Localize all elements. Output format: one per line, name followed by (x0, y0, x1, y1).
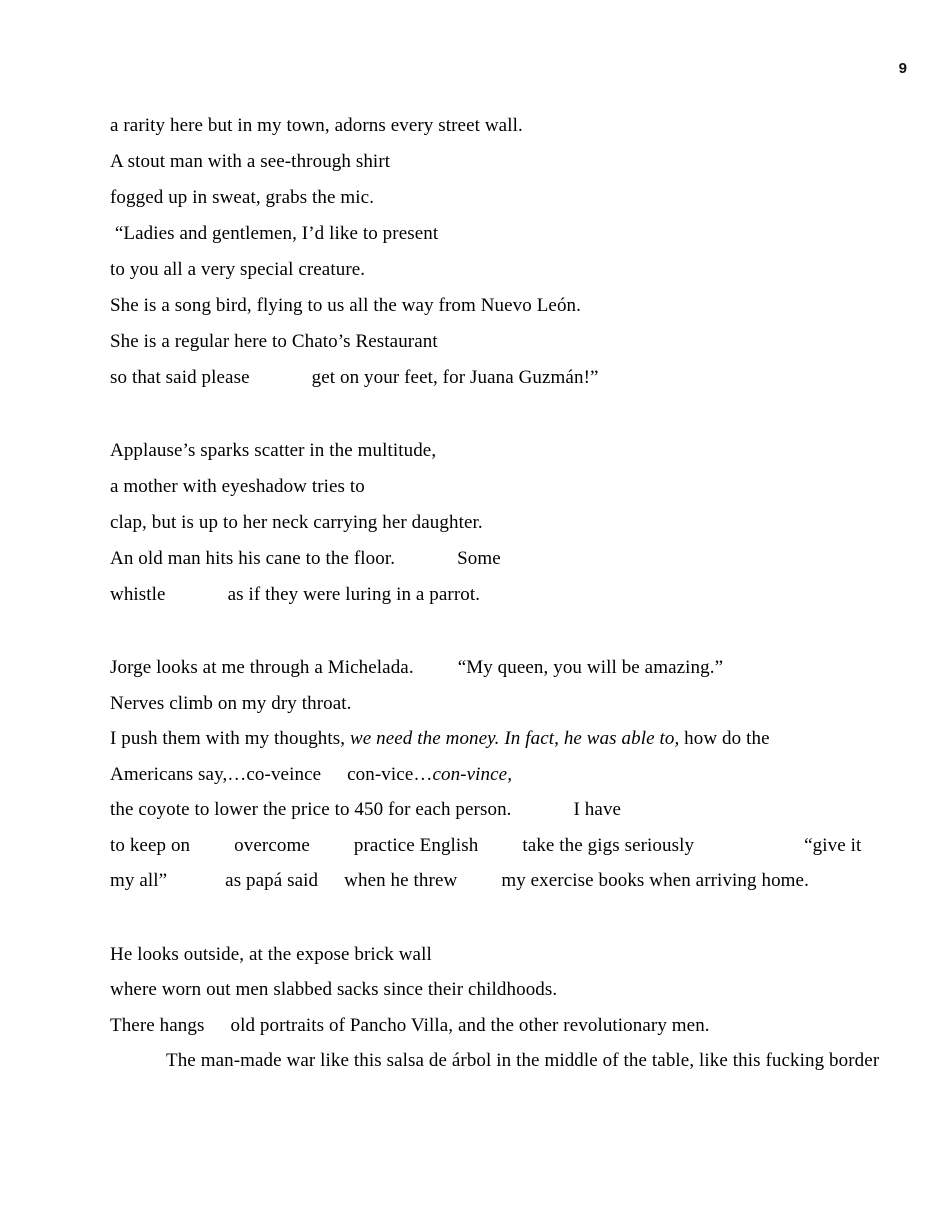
stanza-3 (110, 650, 900, 899)
poem-line-segment: con-vice… (347, 763, 433, 785)
poem-line (110, 721, 900, 757)
poem-line-segment: “give it (804, 834, 862, 856)
poem-line (110, 650, 900, 686)
poem-line-segment: The man-made war like this salsa de árbol in the middle of the table, like this fucking border (166, 1050, 880, 1071)
poem-line: A stout man with a see-through shirt (110, 151, 391, 172)
poem-line-segment: Jorge looks at me through a Michelada. (110, 657, 414, 678)
poem-line-segment: An old man hits his cane to the floor. (110, 548, 396, 569)
poem-line: a mother with eyeshadow tries to (110, 476, 365, 497)
poem-line: She is a song bird, flying to us all the way from Nuevo León. (110, 295, 581, 316)
poem-line: She is a regular here to Chato’s Restaurant (110, 331, 438, 352)
poem-line: Applause’s sparks scatter in the multitude, (110, 440, 437, 461)
poem-line (110, 1043, 900, 1079)
poem-line-segment: take the gigs seriously (522, 834, 695, 856)
poem-line-segment: “My queen, you will be amazing.” (457, 657, 724, 678)
poem-line-segment: old portraits of Pancho Villa, and the other revolutionary men. (230, 1014, 710, 1036)
poem-line-segment: when he threw (344, 870, 458, 891)
page-number: 9 (898, 60, 907, 77)
poem-line: He looks outside, at the expose brick wall (110, 943, 432, 965)
poem-line-segment: Americans say,…co-veince (110, 763, 322, 785)
poem-line-segment: I have (573, 799, 622, 820)
poem-line-segment: so that said please (110, 367, 250, 388)
poem-body (110, 108, 900, 1117)
poem-line-segment: how do the (679, 728, 770, 749)
poem-line-segment: practice English (353, 834, 479, 856)
stanza-1 (110, 108, 900, 396)
poem-line: clap, but is up to her neck carrying her daughter. (110, 512, 483, 533)
poem-line-segment: my all” (110, 870, 168, 891)
stanza-2 (110, 433, 900, 613)
poem-line (110, 757, 900, 793)
poem-line-segment: the coyote to lower the price to 450 for each person. (110, 799, 512, 820)
poem-line: to you all a very special creature. (110, 259, 366, 280)
poem-line-segment: overcome (234, 834, 310, 856)
poem-line-segment-italic: con-vince, (432, 763, 513, 785)
poem-line-segment-italic: we need the money. In fact, he was able to, (349, 728, 680, 749)
poem-line (110, 863, 900, 899)
poem-line: where worn out men slabbed sacks since their childhoods. (110, 979, 558, 1000)
poem-line-segment: my exercise books when arriving home. (501, 870, 809, 891)
stanza-4 (110, 937, 900, 1079)
poem-line (110, 577, 900, 613)
poem-line-segment: whistle (110, 584, 166, 605)
poem-line: “Ladies and gentlemen, I’d like to present (110, 223, 439, 244)
poem-line-segment: get on your feet, for Juana Guzmán!” (311, 367, 599, 388)
poem-line-segment: as if they were luring in a parrot. (227, 584, 481, 605)
poem-line-segment: to keep on (110, 834, 191, 856)
poem-line (110, 828, 900, 864)
poem-line: fogged up in sweat, grabs the mic. (110, 187, 375, 208)
poem-line-segment: There hangs (110, 1014, 205, 1036)
poem-line: a rarity here but in my town, adorns every street wall. (110, 115, 523, 136)
poem-line (110, 360, 900, 396)
poem-line: Nerves climb on my dry throat. (110, 692, 352, 714)
poem-line (110, 792, 900, 828)
poem-line-segment: as papá said (225, 870, 319, 891)
poem-line (110, 1008, 900, 1044)
poem-line (110, 541, 900, 577)
poem-line-segment: I push them with my thoughts, (110, 728, 350, 749)
poem-line-segment: Some (457, 548, 501, 569)
